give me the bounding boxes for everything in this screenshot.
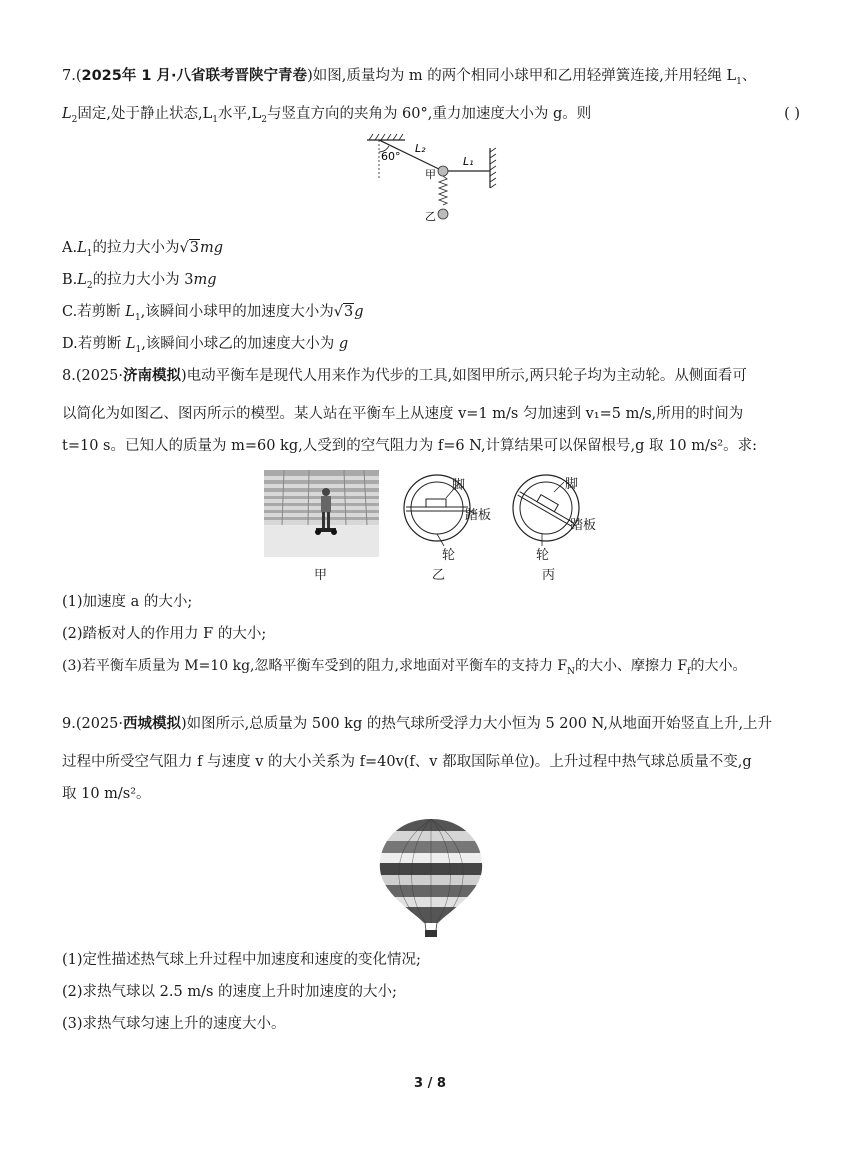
q8-yi-pedal-label: 踏板	[465, 508, 492, 523]
q7-source-year: 2025	[81, 68, 122, 84]
q9-sub2: (2)求热气球以 2.5 m/s 的速度上升时加速度的大小;	[62, 984, 397, 1000]
q7-stem-1: )如图,质量均为 m 的两个相同小球甲和乙用轻弹簧连接,并用轻绳 L	[307, 68, 737, 84]
q7-number: 7.(	[62, 68, 82, 84]
q9-line2: 过程中所受空气阻力 f 与速度 v 的大小关系为 f=40v(f、v 都取国际单位)。上升过程中热气球总质量不变,g	[62, 754, 752, 770]
q8-caption-jia: 甲	[314, 568, 328, 583]
q8-line2: 以简化为如图乙、图丙所示的模型。某人站在平衡车上从速度 v=1 m/s 匀加速到 v₁=5 m/s,所用的时间为	[62, 406, 744, 422]
q9-sub3: (3)求热气球匀速上升的速度大小。	[62, 1016, 286, 1032]
q7-source-tag: 年 1 月·八省联考晋陕宁青卷	[121, 68, 308, 84]
q9-stem-1: )如图所示,总质量为 500 kg 的热气球所受浮力大小恒为 5 200 N,从地面开始竖直上升,上升	[181, 716, 773, 732]
q8-yi-foot-label: 脚	[452, 478, 466, 493]
q7-angle-label: 60°	[381, 150, 401, 163]
q7-ball-jia	[438, 166, 448, 176]
q8-yi-wheel-label: 轮	[442, 548, 456, 563]
q9-source-tag: 西城模拟	[123, 716, 182, 732]
q7-line2: $L_2$固定,处于静止状态$,L_1$水平$,L_2$与竖直方向的夹角为 60°,重力加速度大小为 g。则 ( )	[62, 106, 800, 125]
q8-bing-wheel-label: 轮	[536, 548, 550, 563]
q7-line1: 7.(2025年 1 月·八省联考晋陕宁青卷)如图,质量均为 m 的两个相同小球甲和乙用轻弹簧连接,并用轻绳 $L_1$、	[62, 68, 757, 87]
q9-balloon-basket	[425, 930, 437, 937]
q7-l1-label: L₁	[463, 155, 474, 168]
q7-jia-label: 甲	[425, 168, 436, 181]
q7-yi-label: 乙	[425, 210, 436, 223]
q9-sub1: (1)定性描述热气球上升过程中加速度和速度的变化情况;	[62, 952, 421, 968]
q7-option-b: $B.L_2$的拉力大小为 3mg	[62, 272, 217, 291]
q7-answer-paren: ( )	[784, 106, 800, 122]
q7-ball-yi	[438, 209, 448, 219]
q9-number: 9.(2025·	[62, 716, 124, 732]
q8-source-tag: 济南模拟	[123, 368, 182, 384]
q8-bing-foot-label: 脚	[565, 477, 579, 492]
q8-sub2: (2)踏板对人的作用力 F 的大小;	[62, 626, 267, 642]
q7-figure	[365, 132, 515, 232]
q7-stem-2b: 水平,L	[217, 106, 262, 122]
q8-number: 8.(2025·	[62, 368, 124, 384]
q8-bing-pedal-label: 踏板	[570, 518, 597, 533]
q8-line1	[62, 366, 747, 386]
q9-line3: 取 10 m/s²。	[62, 786, 151, 802]
q7-l2-label: L₂	[415, 142, 426, 155]
q7-stem-2: 固定,处于静止状态,L	[77, 106, 213, 122]
q9-balloon-image	[376, 817, 486, 939]
q8-caption-yi: 乙	[432, 568, 446, 583]
q8-sub1: (1)加速度 a 的大小;	[62, 594, 193, 610]
q7-option-d: D.若剪断 $L_1$,该瞬间小球乙的加速度大小为 g	[62, 336, 349, 355]
q8-stem-1: )电动平衡车是现代人用来作为代步的工具,如图甲所示,两只轮子均为主动轮。从侧面看可	[181, 368, 747, 384]
q7-option-c: C.若剪断 $L_1$,该瞬间小球甲的加速度大小为√3g	[62, 304, 364, 323]
q8-sub3: (3)若平衡车质量为 M=10 kg,忽略平衡车受到的阻力,求地面对平衡车的支持力 $F_N$的大小、摩擦力 $F_f$的大小。	[62, 658, 747, 677]
q7-spring	[439, 176, 447, 205]
q9-line1	[62, 714, 772, 734]
q8-caption-bing: 丙	[542, 568, 556, 583]
q8-line3: t=10 s。已知人的质量为 m=60 kg,人受到的空气阻力为 f=6 N,计算结果可以保留根号,g 取 10 m/s²。求:	[62, 438, 757, 454]
q8-photo-jia	[264, 470, 379, 557]
page-number: 3 / 8	[414, 1076, 446, 1091]
q7-stem-2c: 与竖直方向的夹角为 60°,重力加速度大小为 g。则	[266, 106, 592, 122]
q7-option-a: $A.L_1$的拉力大小为√3mg	[62, 240, 223, 259]
